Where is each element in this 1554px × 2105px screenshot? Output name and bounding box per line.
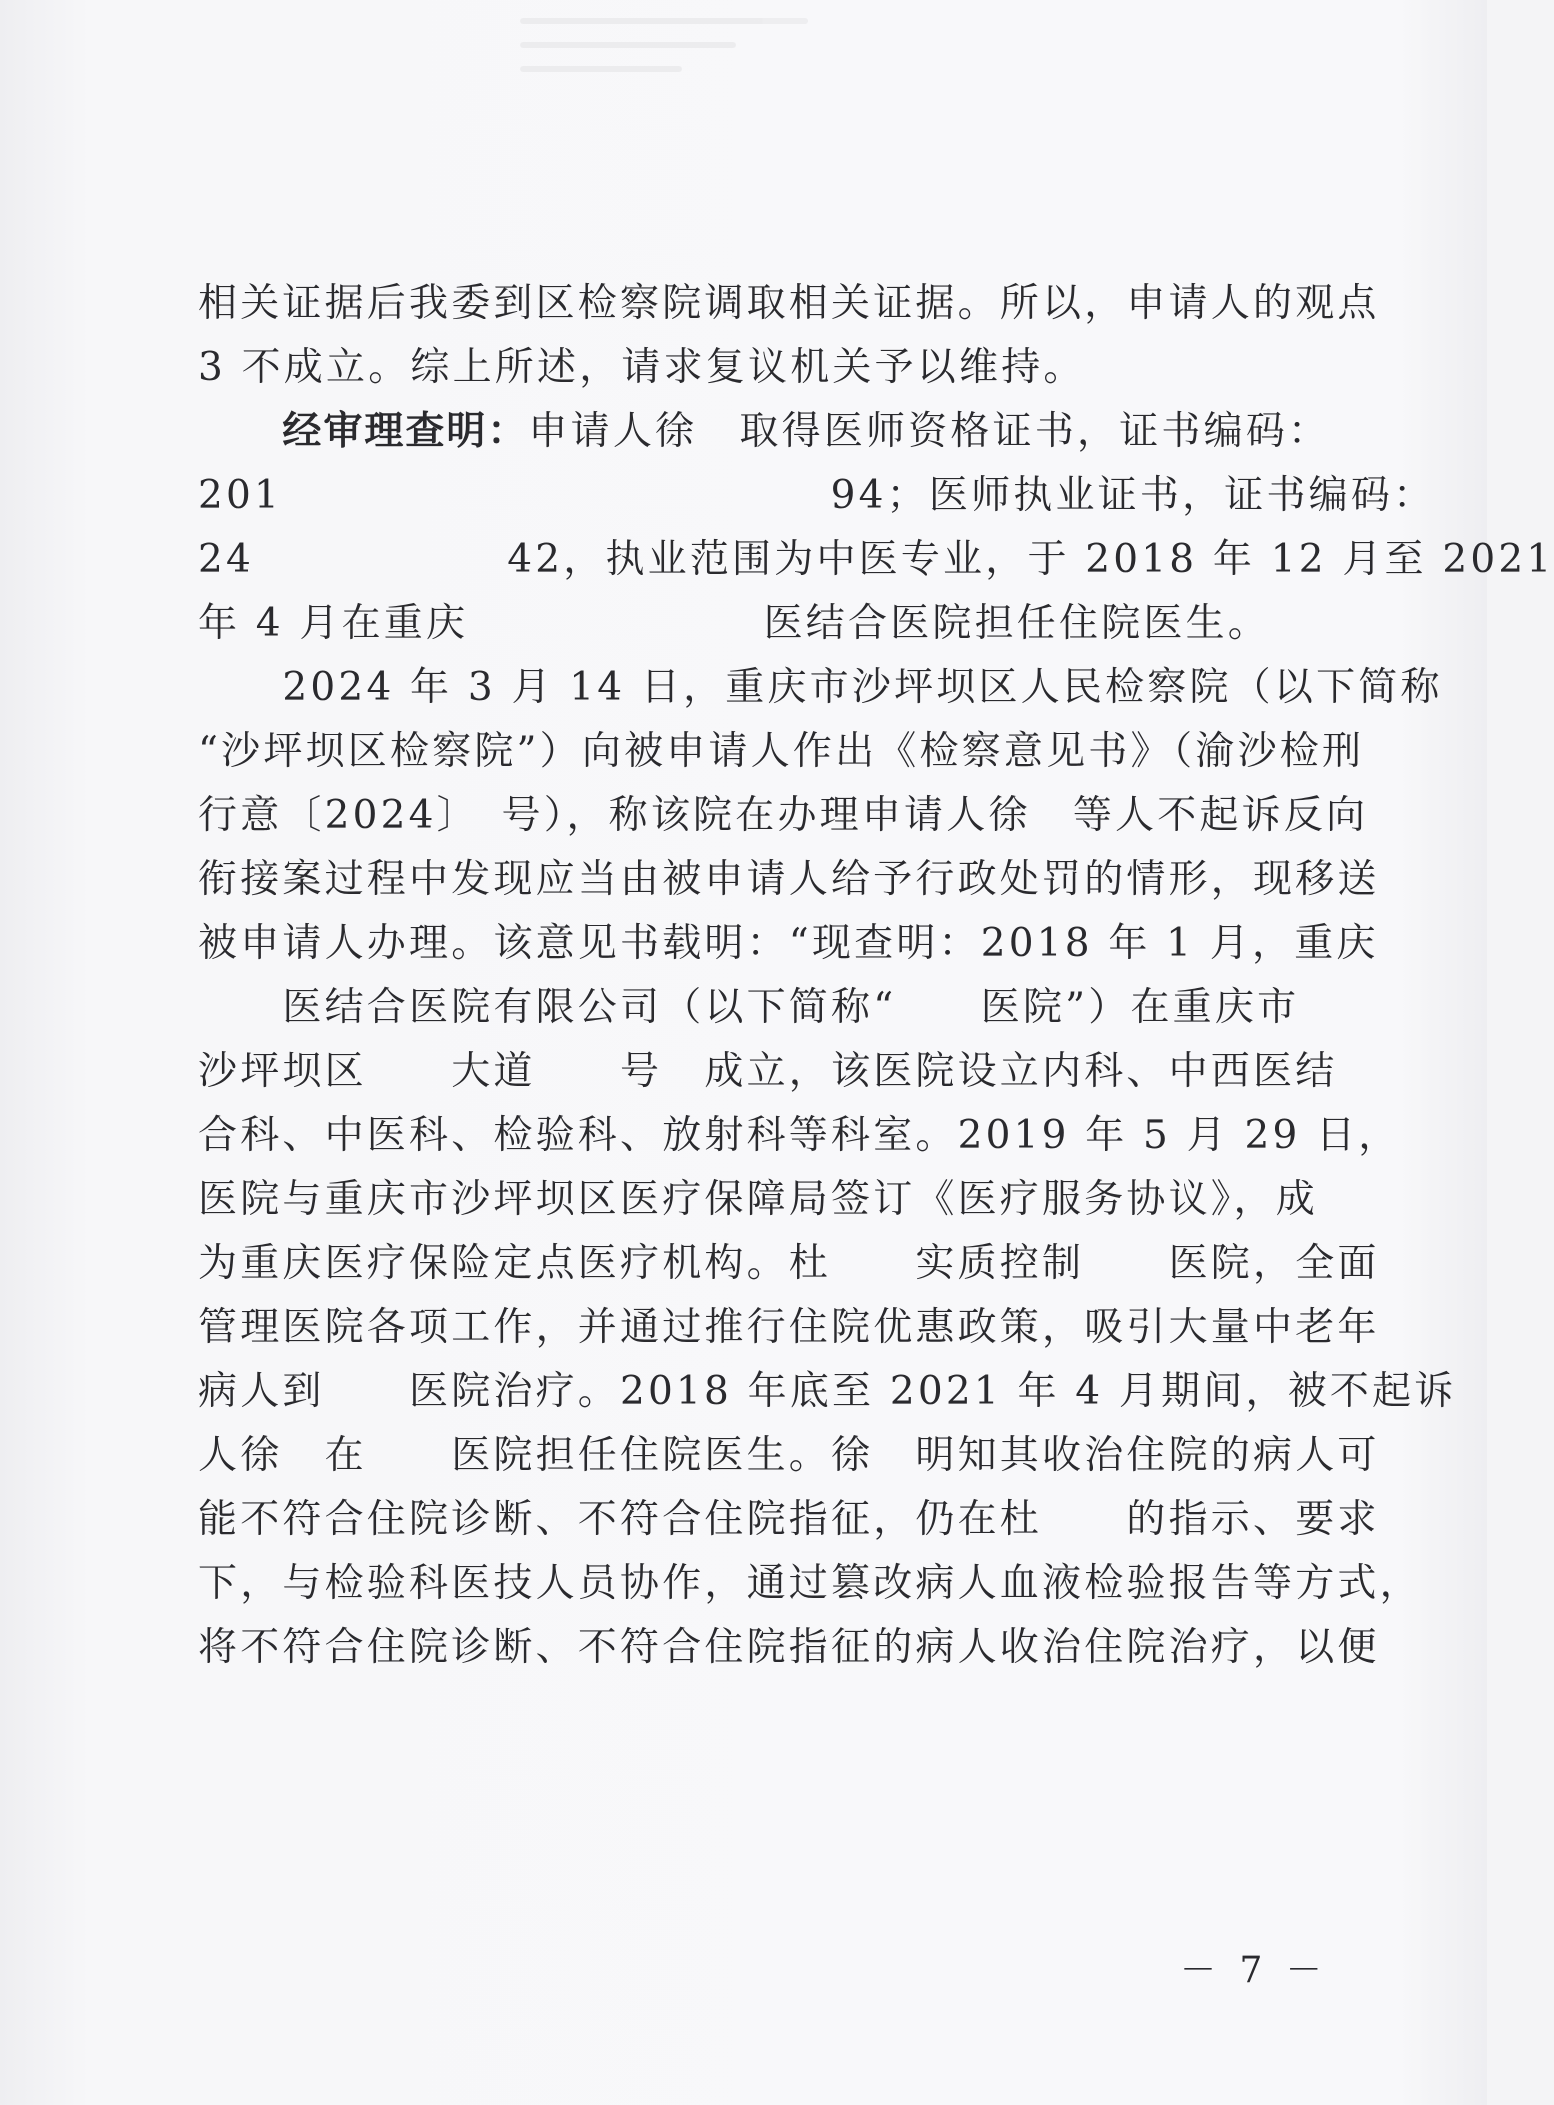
text-line-22: 将不符合住院诊断、不符合住院指征的病人收治住院治疗，以便 [198, 1625, 1380, 1670]
text-line-3 [198, 400, 1331, 464]
text-line-4: 201 94；医师执业证书，证书编码： [198, 473, 1436, 518]
text-line-21: 下，与检验科医技人员协作，通过篡改病人血液检验报告等方式， [198, 1561, 1422, 1606]
text-line-5: 24 42，执业范围为中医专业，于 2018 年 12 月至 2021 [198, 537, 1554, 582]
text-line-17: 管理医院各项工作，并通过推行住院优惠政策，吸引大量中老年 [198, 1305, 1380, 1350]
text-line-18: 病人到 医院治疗。2018 年底至 2021 年 4 月期间，被不起诉 [198, 1369, 1457, 1414]
text-line-10: 衔接案过程中发现应当由被申请人给予行政处罚的情形，现移送 [198, 857, 1380, 902]
text-line-9: 行意〔2024〕 号），称该院在办理申请人徐 等人不起诉反向 [198, 793, 1369, 838]
text-line-15: 医院与重庆市沙坪坝区医疗保障局签订《医疗服务协议》，成 [198, 1177, 1318, 1222]
text-line-14: 合科、中医科、检验科、放射科等科室。2019 年 5 月 29 日， [198, 1113, 1401, 1158]
text-line-19: 人徐 在 医院担任住院医生。徐 明知其收治住院的病人可 [198, 1433, 1380, 1478]
text-line-8: “沙坪坝区检察院”）向被申请人作出《检察意见书》（渝沙检刑 [198, 729, 1365, 774]
text-line-6: 年 4 月在重庆 医结合医院担任住院医生。 [198, 601, 1271, 646]
text-line-1: 相关证据后我委到区检察院调取相关证据。所以，申请人的观点 [198, 281, 1380, 326]
section-heading: 经审理查明： [282, 409, 529, 454]
text-line-11: 被申请人办理。该意见书载明：“现查明：2018 年 1 月，重庆 [198, 921, 1379, 966]
text-line-16: 为重庆医疗保险定点医疗机构。杜 实质控制 医院，全面 [198, 1241, 1380, 1286]
page-number: － 7 － [1180, 1950, 1328, 1991]
text-line-2: 3 不成立。综上所述，请求复议机关予以维持。 [198, 345, 1086, 390]
text-line-7: 2024 年 3 月 14 日，重庆市沙坪坝区人民检察院（以下简称 [198, 665, 1443, 710]
body-text [198, 272, 1554, 1680]
bleed-through-marks [520, 0, 880, 160]
text-line-20: 能不符合住院诊断、不符合住院指征，仍在杜 的指示、要求 [198, 1497, 1380, 1542]
text-line-13: 沙坪坝区 大道 号 成立，该医院设立内科、中西医结 [198, 1049, 1338, 1094]
text-line-12: 医结合医院有限公司（以下简称“ 医院”）在重庆市 [198, 985, 1300, 1030]
text-line-3-rest: 申请人徐 取得医师资格证书，证书编码： [528, 409, 1331, 454]
